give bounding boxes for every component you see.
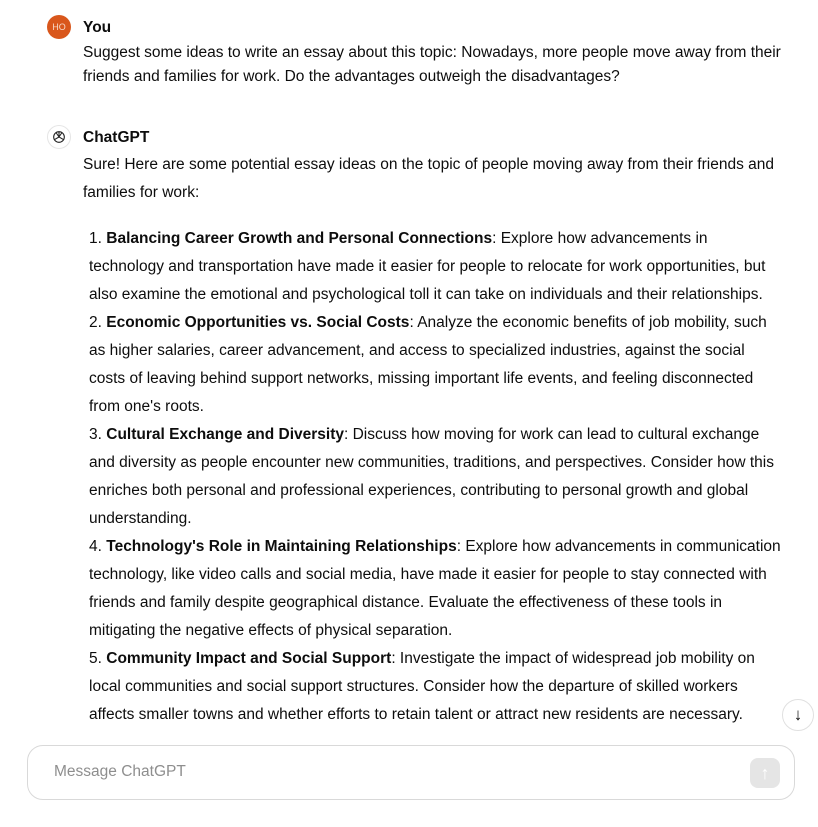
user-avatar (47, 15, 71, 39)
list-item (89, 645, 781, 729)
list-item (89, 421, 781, 533)
arrow-up-icon: ↑ (760, 762, 770, 783)
item-title: Economic Opportunities vs. Social Costs (106, 314, 410, 331)
idea-list (83, 225, 783, 729)
user-message (47, 0, 787, 89)
item-text: : Discuss how moving for work can lead to cultural exchange and diversity as people encounter new communities, traditions, and perspectives. Consider how this enriches both personal and professional experiences, contributing to personal growth and global understanding. (89, 426, 774, 527)
item-number: 1. (89, 230, 102, 247)
assistant-message (47, 125, 787, 729)
item-title: Balancing Career Growth and Personal Connections (106, 230, 493, 247)
assistant-author: ChatGPT (83, 129, 150, 146)
item-number: 4. (89, 538, 102, 555)
list-item (89, 225, 781, 309)
item-number: 2. (89, 314, 102, 331)
item-text: : Analyze the economic benefits of job mobility, such as higher salaries, career advancement, and access to specialized industries, against the social costs of leaving behind support networks, missing important life events, and feeling disconnected from one's roots. (89, 314, 767, 415)
item-title: Community Impact and Social Support (106, 650, 392, 667)
message-input[interactable] (52, 762, 706, 782)
user-author: You (83, 19, 112, 36)
user-message-text: Suggest some ideas to write an essay about this topic: Nowadays, more people move away from their friends and families for work. Do the advantages outweigh the disadvantages? (83, 44, 781, 85)
avatar-initials: HO (52, 22, 66, 32)
scroll-to-bottom-button[interactable] (782, 699, 814, 731)
item-title: Cultural Exchange and Diversity (106, 426, 344, 443)
message-composer (27, 745, 795, 800)
item-text: : Explore how advancements in technology and transportation have made it easier for people to relocate for work opportunities, but also examine the emotional and psychological toll it can take on individuals and their relationships. (89, 230, 766, 303)
send-button[interactable] (750, 758, 780, 788)
arrow-down-icon: ↓ (793, 705, 803, 724)
assistant-intro: Sure! Here are some potential essay ideas on the topic of people moving away from their friends and families for work: (83, 156, 774, 201)
item-text: : Investigate the impact of widespread job mobility on local communities and social support structures. Consider how the departure of skilled workers affects smaller towns and whether efforts to retain talent or attract new residents are necessary. (89, 650, 755, 723)
bottom-bar (0, 705, 818, 809)
openai-logo-icon (47, 125, 71, 149)
item-title: Technology's Role in Maintaining Relationships (106, 538, 457, 555)
item-number: 5. (89, 650, 102, 667)
item-number: 3. (89, 426, 102, 443)
list-item (89, 309, 781, 421)
list-item (89, 533, 781, 645)
item-text: : Explore how advancements in communication technology, like video calls and social media, have made it easier for people to stay connected with friends and family despite geographical distance. Evaluate the effectiveness of these tools in mitigating the negative effects of physical separation. (89, 538, 781, 639)
